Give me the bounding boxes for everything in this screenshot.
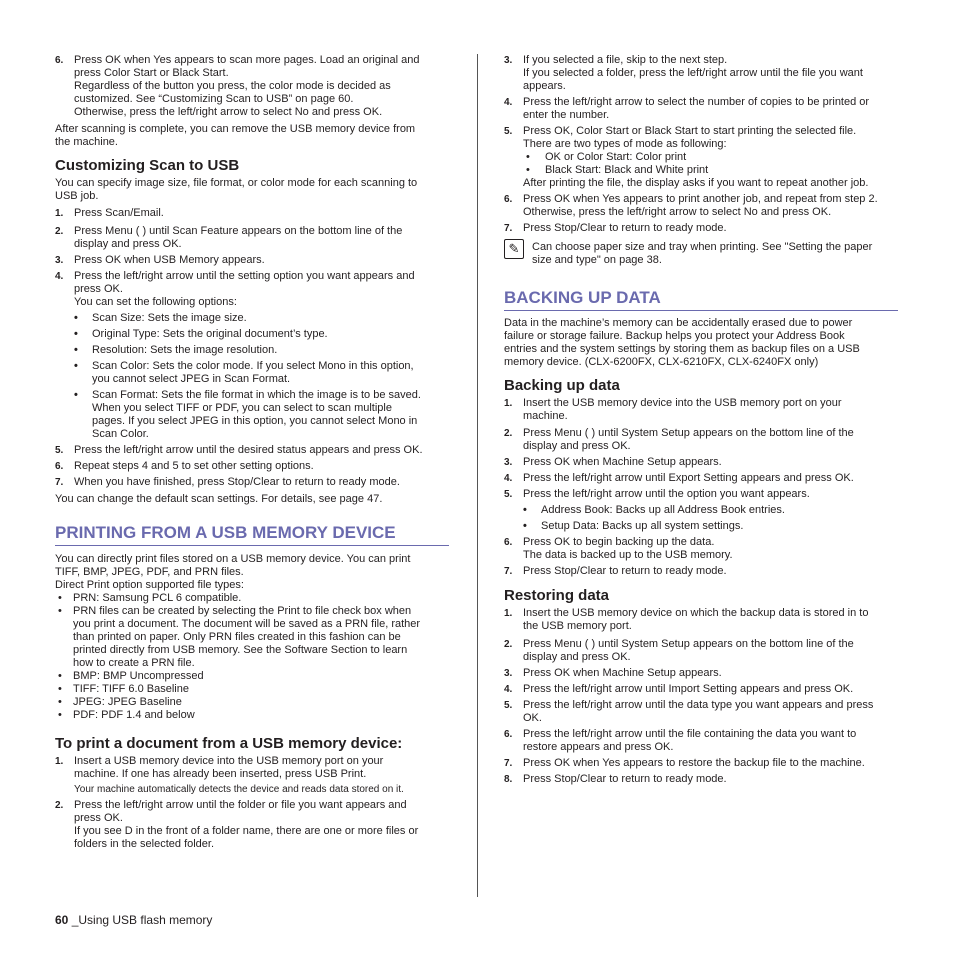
restore-step-6 <box>504 728 898 754</box>
text-line: BMP: BMP Uncompressed <box>73 670 204 682</box>
bullet-dot: • <box>58 696 62 708</box>
restore-step-4 <box>504 683 898 696</box>
text-line: Press the left/right arrow until Import Setting appears and press OK. <box>523 683 854 695</box>
note-pencil-icon: ✎ <box>504 239 524 259</box>
text-line: OK or Color Start: Color print <box>545 151 687 163</box>
text-line: Press Scan/Email. <box>74 207 164 219</box>
step-number: 3. <box>504 668 513 679</box>
bullet-dot: • <box>58 605 62 617</box>
backup-option <box>504 520 898 533</box>
paragraph-line: You can directly print files stored on a USB memory device. You can print <box>55 553 411 565</box>
bullet-dot: • <box>74 360 78 372</box>
text-line: Address Book: Backs up all Address Book entries. <box>541 504 785 516</box>
text-line: OK. <box>523 712 542 724</box>
step-number: 7. <box>504 566 513 577</box>
paragraph-line: Direct Print option supported file types: <box>55 579 244 591</box>
backup-step-5 <box>504 488 898 501</box>
text-line: PRN: Samsung PCL 6 compatible. <box>73 592 242 604</box>
option-item <box>55 389 449 441</box>
text-line: Scan Format: Sets the file format in which the image is to be saved. <box>92 389 421 401</box>
page-footer <box>55 914 212 927</box>
paragraph-line: USB job. <box>55 190 99 202</box>
print-step-4 <box>504 96 898 122</box>
text-line: Repeat steps 4 and 5 to set other setting options. <box>74 460 314 472</box>
paragraph-line: Data in the machine’s memory can be accidentally erased due to power <box>504 317 853 329</box>
text-line: folders in the selected folder. <box>74 838 215 850</box>
text-line: display and press OK. <box>523 440 631 452</box>
step-number: 3. <box>504 457 513 468</box>
restore-step-8 <box>504 773 898 786</box>
print-step-6 <box>504 193 898 219</box>
subsection-heading: To print a document from a USB memory device: <box>55 735 403 752</box>
bullet-dot: • <box>58 683 62 695</box>
option-item <box>55 360 449 386</box>
print-step-7 <box>504 222 898 235</box>
step-6b <box>55 460 449 473</box>
text-line: Insert the USB memory device on which the backup data is stored in to <box>523 607 869 619</box>
text-line: Black Start: Black and White print <box>545 164 709 176</box>
mode-item <box>523 151 898 164</box>
text-line: Press OK, Color Start or Black Start to start printing the selected file. <box>523 125 857 137</box>
text-line: After printing the file, the display asks if you want to repeat another job. <box>523 177 869 189</box>
bullet-dot: • <box>523 520 527 532</box>
text-line: When you have finished, press Stop/Clear to return to ready mode. <box>74 476 400 488</box>
paragraph-line: TIFF, BMP, JPEG, PDF, and PRN files. <box>55 566 244 578</box>
mode-item <box>523 164 898 177</box>
filetype-item <box>55 592 449 605</box>
text-line: Press the left/right arrow until the desired status appears and press OK. <box>74 444 423 456</box>
section-title: BACKING UP DATA <box>504 288 898 311</box>
step-number: 5. <box>504 489 513 500</box>
column-divider <box>477 54 478 897</box>
bullet-dot: • <box>74 312 78 324</box>
text-line: Scan Color: Sets the color mode. If you select Mono in this option, <box>92 360 414 372</box>
step-number: 4. <box>504 97 513 108</box>
step-7 <box>55 476 449 489</box>
step-number: 6. <box>55 461 64 472</box>
paragraph-line: failure or storage failure. Backup helps you protect your Address Book <box>504 330 845 342</box>
restore-step-2 <box>504 638 898 664</box>
text-line: Scan Size: Sets the image size. <box>92 312 247 324</box>
text-line: press OK. <box>74 283 123 295</box>
step-number: 2. <box>55 226 64 237</box>
right-column <box>504 54 898 786</box>
text-line: Original Type: Sets the original document’s type. <box>92 328 328 340</box>
text-line: Press OK when Yes appears to scan more pages. Load an original and <box>74 54 420 66</box>
step-number: 1. <box>504 608 513 619</box>
restore-step-5 <box>504 699 898 725</box>
subsection-heading: Backing up data <box>504 377 620 394</box>
step-1 <box>55 207 449 220</box>
text-line: Insert a USB memory device into the USB memory port on your <box>74 755 384 767</box>
backup-step-3 <box>504 456 898 469</box>
step-number: 1. <box>55 208 64 219</box>
step-number: 3. <box>55 255 64 266</box>
note-line: Can choose paper size and tray when printing. See "Setting the paper <box>532 241 873 253</box>
bullet-dot: • <box>74 344 78 356</box>
text-line: pages. If you select JPEG in this option, you cannot select Mono in <box>92 415 418 427</box>
backup-step-6 <box>504 536 898 562</box>
text-line: TIFF: TIFF 6.0 Baseline <box>73 683 189 695</box>
note-box <box>504 241 898 267</box>
text-line: Press Menu ( ) until System Setup appears on the bottom line of the <box>523 427 854 439</box>
text-line: The data is backed up to the USB memory. <box>523 549 733 561</box>
text-line: There are two types of mode as following: <box>523 138 727 150</box>
step-number: 4. <box>504 473 513 484</box>
text-line: press OK. <box>74 812 123 824</box>
text-line: You can set the following options: <box>74 296 237 308</box>
step-number: 7. <box>504 223 513 234</box>
text-line: enter the number. <box>523 109 610 121</box>
paragraph-line: memory device. (CLX-6200FX, CLX-6210FX, CLX-6240FX only) <box>504 356 819 368</box>
text-line: When you select TIFF or PDF, you can select to scan multiple <box>92 402 392 414</box>
text-line: Press the left/right arrow until the option you want appears. <box>523 488 810 500</box>
restore-step-3 <box>504 667 898 680</box>
text-line: Resolution: Sets the image resolution. <box>92 344 278 356</box>
filetype-item <box>55 683 449 696</box>
text-line: how to create a PRN file. <box>73 657 195 669</box>
step-number: 6. <box>504 194 513 205</box>
left-column <box>55 54 449 851</box>
filetype-item <box>55 670 449 683</box>
text-line: the USB memory port. <box>523 620 632 632</box>
backup-step-7 <box>504 565 898 578</box>
option-item <box>55 312 449 325</box>
step-5 <box>55 444 449 457</box>
section-title: PRINTING FROM A USB MEMORY DEVICE <box>55 523 449 546</box>
step-2 <box>55 225 449 251</box>
paragraph-line: entries and the system settings by storing them as backup files on a USB <box>504 343 860 355</box>
bullet-dot: • <box>58 592 62 604</box>
text-line: Press OK when Yes appears to restore the backup file to the machine. <box>523 757 865 769</box>
text-line: Press the left/right arrow until the folder or file you want appears and <box>74 799 407 811</box>
bullet-dot: • <box>526 164 530 176</box>
text-line: JPEG: JPEG Baseline <box>73 696 182 708</box>
bullet-dot: • <box>74 389 78 401</box>
step-number: 2. <box>504 428 513 439</box>
text-line: Press OK when Yes appears to print another job, and repeat from step 2. <box>523 193 878 205</box>
text-line: Press the left/right arrow until the data type you want appears and press <box>523 699 874 711</box>
step-number: 4. <box>504 684 513 695</box>
step-number: 8. <box>504 774 513 785</box>
paragraph-line: After scanning is complete, you can remove the USB memory device from <box>55 123 416 135</box>
text-line: Press Stop/Clear to return to ready mode. <box>523 565 727 577</box>
step-number: 7. <box>55 477 64 488</box>
step-number: 5. <box>504 126 513 137</box>
step-number: 6. <box>504 729 513 740</box>
step-number: 7. <box>504 758 513 769</box>
step-number: 2. <box>55 800 64 811</box>
text-line: Otherwise, press the left/right arrow to select No and press OK. <box>74 106 383 118</box>
step-3 <box>55 254 449 267</box>
text-line: appears. <box>523 80 566 92</box>
text-line: Press OK when Machine Setup appears. <box>523 456 722 468</box>
print-step-5 <box>504 125 898 190</box>
text-line: Press Menu ( ) until Scan Feature appears on the bottom line of the <box>74 225 403 237</box>
text-line: press Color Start or Black Start. <box>74 67 229 79</box>
step-number: 5. <box>504 700 513 711</box>
text-line: you print a document. The document will be saved as a PRN file, rather <box>73 618 421 630</box>
option-item <box>55 344 449 357</box>
option-item <box>55 328 449 341</box>
step-6 <box>55 54 449 119</box>
step-number: 1. <box>55 756 64 767</box>
step-number: 2. <box>504 639 513 650</box>
step-number: 5. <box>55 445 64 456</box>
text-line: display and press OK. <box>74 238 182 250</box>
restore-step-7 <box>504 757 898 770</box>
text-line: you cannot select JPEG in Scan Format. <box>92 373 291 385</box>
text-line: Press the left/right arrow to select the number of copies to be printed or <box>523 96 870 108</box>
paragraph-line: You can specify image size, file format, or color mode for each scanning to <box>55 177 418 189</box>
bullet-dot: • <box>526 151 530 163</box>
text-line: If you selected a file, skip to the next step. <box>523 54 728 66</box>
filetype-item <box>55 696 449 709</box>
filetype-item <box>55 605 449 670</box>
text-line: Press the left/right arrow until Export Setting appears and press OK. <box>523 472 854 484</box>
text-line: If you selected a folder, press the left/right arrow until the file you want <box>523 67 863 79</box>
step-number: 6. <box>55 55 64 66</box>
step-number: 1. <box>504 398 513 409</box>
section-heading: Customizing Scan to USB <box>55 157 240 174</box>
step-4 <box>55 270 449 309</box>
step-number: 6. <box>504 537 513 548</box>
text-line: display and press OK. <box>523 651 631 663</box>
text-line: printed directly from USB memory. See the Software Section to learn <box>73 644 408 656</box>
text-line: Press OK to begin backing up the data. <box>523 536 715 548</box>
text-line: Press Menu ( ) until System Setup appears on the bottom line of the <box>523 638 854 650</box>
print-step-3 <box>504 54 898 93</box>
text-line: Press the left/right arrow until the setting option you want appears and <box>74 270 415 282</box>
text-line: Press Stop/Clear to return to ready mode. <box>523 222 727 234</box>
text-line: restore appears and press OK. <box>523 741 674 753</box>
text-line: If you see D in the front of a folder name, there are one or more files or <box>74 825 419 837</box>
print-step-2 <box>55 799 449 851</box>
page-number: 60 <box>55 913 69 927</box>
backup-step-4 <box>504 472 898 485</box>
paragraph-line: You can change the default scan settings. For details, see page 47. <box>55 493 383 505</box>
subsection-heading: Restoring data <box>504 587 610 604</box>
text-line: machine. If one has already been inserted, press USB Print. <box>74 768 367 780</box>
footer-title: _Using USB flash memory <box>68 913 213 927</box>
filetype-item <box>55 709 449 722</box>
text-line: Press OK when Machine Setup appears. <box>523 667 722 679</box>
text-line: Press Stop/Clear to return to ready mode. <box>523 773 727 785</box>
text-line: customized. See “Customizing Scan to USB” on page 60. <box>74 93 354 105</box>
text-line: Setup Data: Backs up all system settings. <box>541 520 744 532</box>
text-line: Press the left/right arrow until the file containing the data you want to <box>523 728 857 740</box>
text-line: than printed on paper. Only PRN files created in this fashion can be <box>73 631 401 643</box>
bullet-dot: • <box>58 709 62 721</box>
text-line: Press OK when USB Memory appears. <box>74 254 265 266</box>
text-line: PDF: PDF 1.4 and below <box>73 709 195 721</box>
print-step-1 <box>55 755 449 796</box>
text-line: PRN files can be created by selecting the Print to file check box when <box>73 605 412 617</box>
bullet-dot: • <box>74 328 78 340</box>
backup-step-2 <box>504 427 898 453</box>
note-line: size and type" on page 38. <box>532 254 662 266</box>
backup-option <box>504 504 898 517</box>
text-line: Otherwise, press the left/right arrow to select No and press OK. <box>523 206 832 218</box>
bullet-dot: • <box>58 670 62 682</box>
step-number: 3. <box>504 55 513 66</box>
text-line: Your machine automatically detects the device and reads data stored on it. <box>74 784 404 795</box>
bullet-dot: • <box>523 504 527 516</box>
backup-step-1 <box>504 397 898 423</box>
restore-step-1 <box>504 607 898 633</box>
text-line: machine. <box>523 410 568 422</box>
text-line: Regardless of the button you press, the color mode is decided as <box>74 80 391 92</box>
text-line: Scan Color. <box>92 428 149 440</box>
text-line: Insert the USB memory device into the USB memory port on your <box>523 397 842 409</box>
step-number: 4. <box>55 271 64 282</box>
paragraph-line: the machine. <box>55 136 118 148</box>
